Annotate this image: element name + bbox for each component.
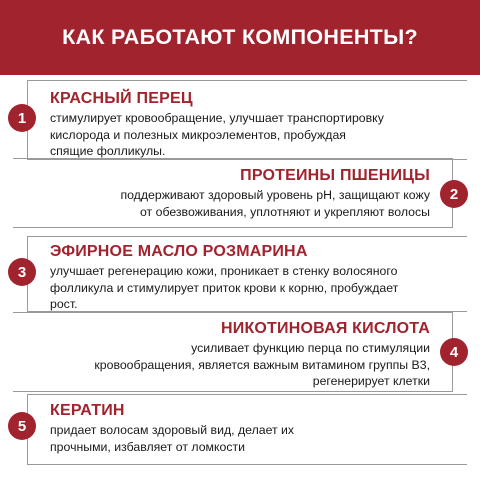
item-desc-line: стимулирует кровообращение, улучшает транспортировку (50, 111, 384, 125)
item-desc-line: фолликула и стимулирует приток крови к корню, пробуждает (50, 280, 399, 295)
item-title-2: ПРОТЕИНЫ ПШЕНИЦЫ (240, 167, 430, 184)
item-desc-line: от обезвоживания, уплотняют и укрепляют волосы (139, 204, 430, 219)
item-description-1 (50, 110, 470, 160)
item-number-5: 5 (17, 417, 27, 435)
item-description-3 (50, 263, 470, 313)
page-title: КАК РАБОТАЮТ КОМПОНЕНТЫ? (62, 25, 418, 49)
item-description-5 (50, 422, 450, 455)
item-number-2: 2 (449, 185, 459, 203)
item-desc-line: усиливает функцию перца по стимуляции (191, 341, 430, 355)
item-desc-line: кровообращения, является важным витамином группы В3, (94, 357, 430, 372)
item-number-4: 4 (449, 343, 459, 361)
item-desc-line: придает волосам здоровый вид, делает их (50, 423, 295, 437)
item-desc-line: рост. (50, 297, 78, 311)
item-number-3: 3 (17, 263, 27, 281)
item-title-1: КРАСНЫЙ ПЕРЕЦ (50, 90, 193, 107)
item-number-badge-4 (440, 338, 468, 366)
item-desc-line: спящие фолликулы. (50, 144, 166, 158)
item-title-4: НИКОТИНОВАЯ КИСЛОТА (220, 320, 430, 337)
page-header (0, 0, 480, 75)
item-desc-line: улучшает регенерацию кожи, проникает в стенку волосяного (50, 264, 398, 278)
item-number-badge-2 (440, 180, 468, 208)
item-description-2 (30, 187, 430, 220)
item-desc-line: регенерирует клетки (312, 374, 430, 388)
item-number-badge-5 (8, 412, 36, 440)
item-title-3: ЭФИРНОЕ МАСЛО РОЗМАРИНА (50, 243, 308, 260)
item-desc-line: поддерживают здоровый уровень pH, защищают кожу (120, 188, 430, 202)
item-number-badge-1 (8, 104, 36, 132)
item-desc-line: кислорода и полезных микроэлементов, пробуждая (50, 127, 346, 142)
item-number-1: 1 (17, 109, 27, 127)
item-description-4 (20, 340, 430, 390)
item-number-badge-3 (8, 258, 36, 286)
item-title-5: КЕРАТИН (50, 402, 125, 419)
item-desc-line: прочными, избавляет от ломкости (50, 439, 246, 454)
